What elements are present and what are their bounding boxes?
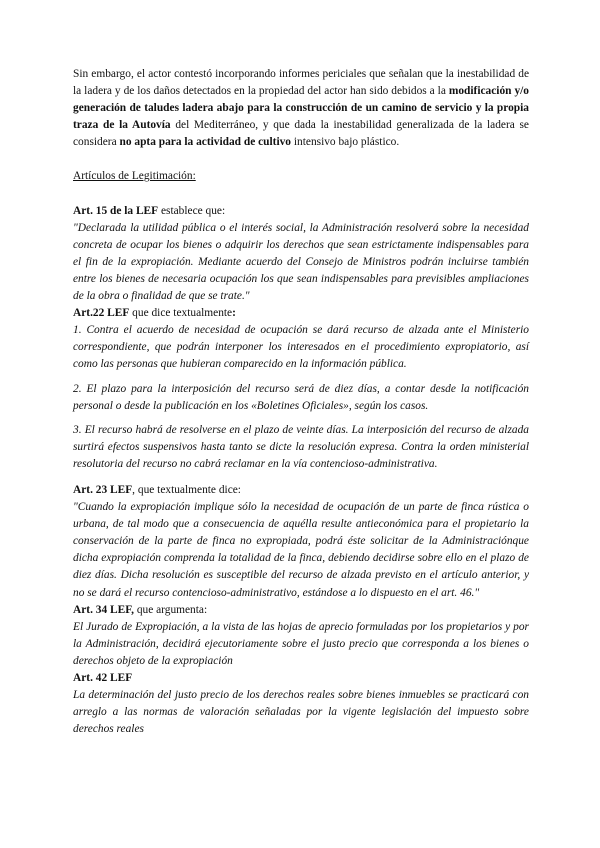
art34-heading (73, 602, 529, 619)
spacer (73, 415, 529, 422)
art34-label: Art. 34 LEF, (73, 603, 134, 616)
art22-suffix: que dice textualmente (129, 307, 233, 320)
art22-label: Art.22 LEF (73, 307, 130, 320)
art42-quote: La determinación del justo precio de los derechos reales sobre bienes inmuebles se practicará con arreglo a las normas de valoración señaladas por la vigente legislación del impuesto sobre derechos reales (73, 689, 529, 736)
intro-paragraph (73, 66, 529, 151)
art23-quote: "Cuando la expropiación implique sólo la necesidad de ocupación de un parte de finca rústica o urbana, de tal modo que a consecuencia de aquélla resulte antieconómica para el propietario la conservación de la parte de finca no expropiada, podrá éste solicitar de la Administraciónque dicha expropiación comprenda la totalidad de la finca, debiendo decidirse sobre ello en el plazo de diez días. Dicha resolución es susceptible del recurso de alzada previsto en el artículo anterior, y no se dará el recurso contencioso-administrativo, estándose a lo dispuesto en el art. 46." (73, 501, 529, 599)
art42-label: Art. 42 LEF (73, 672, 133, 684)
art22-paragraph-2: 2. El plazo para la interposición del recurso será de diez días, a contar desde la notificación personal o desde la publicación en los «Boletines Oficiales», según los casos. (73, 382, 529, 412)
art34-quote: El Jurado de Expropiación, a la vista de las hojas de aprecio formuladas por los propietarios y por la Administración, decidirá ejecutoriamente sobre el justo precio que corresponda a los bienes o derechos objeto de la expropiación (73, 620, 529, 667)
art22-paragraph-1: 1. Contra el acuerdo de necesidad de ocupación se dará recurso de alzada ante el Ministerio correspondiente, que podrán interponer los interesados en el procedimiento expropiatorio, así como las personas que hubieran comparecido en la información pública. (73, 324, 529, 371)
art15-heading (73, 203, 529, 220)
art34-suffix: que argumenta: (133, 603, 208, 616)
intro-text-3: intensivo bajo plástico. (291, 136, 400, 149)
intro-bold-2: no apta para la actividad de cultivo (119, 136, 292, 149)
spacer (73, 374, 529, 381)
intro-text-1: Sin embargo, el actor contestó incorporando informes periciales que señalan que la inestabilidad de la ladera y de los daños detectados en la propiedad del actor han sido debidos a la (73, 68, 529, 98)
spacer (73, 473, 529, 482)
art22-paragraph-3: 3. El recurso habrá de resolverse en el plazo de veinte días. La interposición del recurso de alzada surtirá efectos suspensivos hasta tanto se dicte la resolución expresa. Contra la orden ministerial resolutoria del recurso no cabrá reclamar en la vía contencioso-administrativa. (73, 423, 529, 470)
art23-label: Art. 23 LEF (73, 483, 133, 496)
art23-heading (73, 482, 529, 499)
intro-bold-1: modificación y/o generación de taludes ladera abajo para la construcción de un camino de servicio y la propia traza de la Autovía (73, 85, 530, 132)
art15-quote: "Declarada la utilidad pública o el interés social, la Administración resolverá sobre la necesidad concreta de ocupar los bienes o adquirir los derechos que sean estrictamente indispensables para el fin de la expropiación. Mediante acuerdo del Consejo de Ministros podrán incluirse también entre los bienes de necesaria ocupación los que sean indispensables para previsibles ampliaciones de la obra o finalidad de que se trate." (73, 221, 529, 303)
intro-text-2: del Mediterráneo, y que dada la inestabilidad generalizada de la ladera se considera (73, 119, 529, 149)
art42-heading (73, 670, 529, 687)
art23-suffix: , que textualmente dice: (132, 483, 241, 496)
art22-heading (73, 305, 529, 322)
legitimacion-title: Artículos de Legitimación: (73, 170, 196, 183)
art15-suffix: establece que: (158, 204, 226, 217)
art22-colon: : (232, 307, 236, 320)
art15-label: Art. 15 de la LEF (73, 204, 159, 217)
